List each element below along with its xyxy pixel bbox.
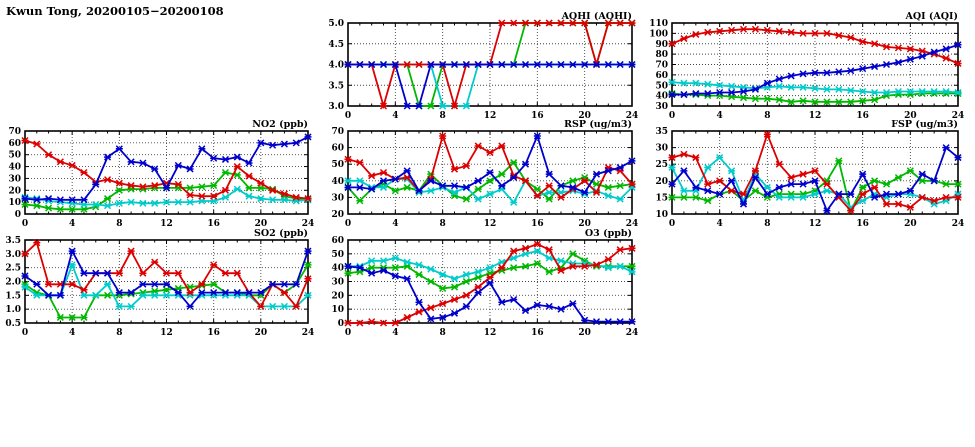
ytick-label: 20 bbox=[331, 210, 344, 220]
chart-title-fsp: FSP (ug/m3) bbox=[891, 119, 958, 130]
plot-canvas-aqhi bbox=[323, 10, 642, 122]
ytick-label: 0.5 bbox=[5, 319, 21, 329]
xtick-label: 20 bbox=[578, 328, 591, 338]
series-line-green bbox=[672, 94, 958, 102]
ytick-label: 80 bbox=[655, 50, 668, 61]
chart-title-aqi: AQI (AQI) bbox=[905, 11, 958, 22]
xtick-label: 16 bbox=[856, 219, 869, 229]
ytick-label: 30 bbox=[8, 174, 21, 185]
chart-o3 bbox=[323, 227, 642, 339]
ytick-label: 50 bbox=[8, 150, 21, 161]
xtick-label: 16 bbox=[207, 328, 220, 338]
ytick-label: 1.0 bbox=[5, 305, 21, 316]
chart-no2 bbox=[0, 118, 318, 230]
chart-aqhi bbox=[323, 10, 642, 122]
chart-title-aqhi: AQHI (AQHI) bbox=[561, 11, 632, 22]
ytick-label: 100 bbox=[649, 29, 668, 40]
ytick-label: 3.0 bbox=[328, 102, 344, 112]
ytick-label: 1.5 bbox=[5, 291, 21, 302]
xtick-label: 12 bbox=[808, 219, 822, 229]
ytick-label: 20 bbox=[655, 176, 668, 187]
xtick-label: 16 bbox=[531, 219, 544, 229]
xtick-label: 24 bbox=[301, 328, 315, 338]
ytick-label: 70 bbox=[331, 127, 344, 137]
xtick-label: 24 bbox=[625, 219, 639, 229]
ytick-label: 40 bbox=[331, 263, 344, 274]
chart-rsp bbox=[323, 118, 642, 230]
ytick-label: 30 bbox=[331, 193, 344, 204]
xtick-label: 0 bbox=[21, 328, 29, 338]
xtick-label: 16 bbox=[531, 328, 544, 338]
ytick-label: 50 bbox=[655, 81, 668, 92]
xtick-label: 24 bbox=[951, 111, 965, 121]
xtick-label: 20 bbox=[578, 111, 591, 121]
ytick-label: 10 bbox=[331, 305, 344, 316]
xtick-label: 0 bbox=[344, 219, 352, 229]
ytick-label: 70 bbox=[8, 127, 21, 137]
ytick-label: 70 bbox=[655, 60, 668, 71]
ytick-label: 40 bbox=[8, 162, 21, 173]
page-title: Kwun Tong, 20200105−20200108 bbox=[6, 4, 224, 18]
chart-title-o3: O3 (ppb) bbox=[584, 228, 632, 239]
ytick-label: 2.0 bbox=[5, 277, 21, 288]
ytick-label: 0 bbox=[14, 210, 21, 220]
ytick-label: 35 bbox=[655, 127, 668, 137]
xtick-label: 0 bbox=[21, 219, 29, 229]
xtick-label: 8 bbox=[764, 219, 771, 229]
xtick-label: 12 bbox=[483, 328, 497, 338]
ytick-label: 30 bbox=[655, 102, 668, 112]
ytick-label: 60 bbox=[655, 70, 668, 81]
chart-fsp bbox=[647, 118, 968, 230]
xtick-label: 16 bbox=[207, 219, 220, 229]
xtick-label: 0 bbox=[344, 328, 352, 338]
plot-canvas-no2 bbox=[0, 118, 318, 230]
xtick-label: 8 bbox=[764, 111, 771, 121]
chart-so2 bbox=[0, 227, 318, 339]
xtick-label: 20 bbox=[254, 328, 268, 338]
series-line-blue bbox=[672, 45, 958, 95]
xtick-label: 8 bbox=[116, 328, 123, 338]
xtick-label: 16 bbox=[531, 111, 544, 121]
xtick-label: 4 bbox=[392, 328, 399, 338]
xtick-label: 8 bbox=[439, 328, 446, 338]
xtick-label: 4 bbox=[392, 219, 399, 229]
series-markers-green bbox=[22, 170, 312, 213]
xtick-label: 12 bbox=[808, 111, 822, 121]
ytick-label: 0 bbox=[337, 319, 344, 329]
ytick-label: 60 bbox=[331, 143, 344, 154]
xtick-label: 12 bbox=[483, 111, 497, 121]
xtick-label: 8 bbox=[439, 219, 446, 229]
ytick-label: 60 bbox=[331, 236, 344, 246]
xtick-label: 8 bbox=[439, 111, 446, 121]
xtick-label: 16 bbox=[856, 111, 869, 121]
xtick-label: 12 bbox=[160, 219, 173, 229]
ytick-label: 5.0 bbox=[328, 19, 344, 29]
xtick-label: 0 bbox=[668, 111, 676, 121]
ytick-label: 15 bbox=[655, 193, 668, 204]
chart-title-rsp: RSP (ug/m3) bbox=[564, 119, 632, 130]
ytick-label: 10 bbox=[655, 210, 668, 220]
plot-canvas-so2 bbox=[0, 227, 318, 339]
ytick-label: 2.5 bbox=[5, 263, 21, 274]
xtick-label: 20 bbox=[578, 219, 591, 229]
ytick-label: 4.5 bbox=[328, 39, 344, 50]
plot-canvas-rsp bbox=[323, 118, 642, 230]
ytick-label: 90 bbox=[655, 39, 668, 50]
xtick-label: 0 bbox=[344, 111, 352, 121]
ytick-label: 60 bbox=[8, 138, 21, 149]
ytick-label: 10 bbox=[8, 198, 21, 209]
ytick-label: 4.0 bbox=[328, 60, 344, 71]
ytick-label: 3.5 bbox=[328, 81, 344, 92]
xtick-label: 24 bbox=[625, 111, 639, 121]
xtick-label: 12 bbox=[483, 219, 497, 229]
xtick-label: 24 bbox=[625, 328, 639, 338]
xtick-label: 4 bbox=[69, 328, 76, 338]
xtick-label: 4 bbox=[716, 111, 723, 121]
ytick-label: 30 bbox=[331, 277, 344, 288]
xtick-label: 24 bbox=[301, 219, 315, 229]
xtick-label: 20 bbox=[904, 111, 917, 121]
ytick-label: 30 bbox=[655, 143, 668, 154]
xtick-label: 20 bbox=[904, 219, 917, 229]
ytick-label: 3.0 bbox=[5, 249, 21, 260]
chart-title-no2: NO2 (ppb) bbox=[252, 119, 308, 130]
chart-title-so2: SO2 (ppb) bbox=[254, 228, 308, 239]
plot-canvas-fsp bbox=[647, 118, 968, 230]
ytick-label: 110 bbox=[649, 19, 668, 29]
xtick-label: 8 bbox=[116, 219, 123, 229]
series-line-red bbox=[672, 134, 958, 210]
ytick-label: 25 bbox=[655, 160, 668, 171]
ytick-label: 50 bbox=[331, 249, 344, 260]
ytick-label: 50 bbox=[331, 160, 344, 171]
ytick-label: 40 bbox=[331, 176, 344, 187]
xtick-label: 12 bbox=[160, 328, 173, 338]
series-line-blue bbox=[348, 266, 632, 321]
chart-aqi bbox=[647, 10, 968, 122]
xtick-label: 4 bbox=[716, 219, 723, 229]
ytick-label: 40 bbox=[655, 91, 668, 102]
ytick-label: 20 bbox=[8, 186, 21, 197]
plot-canvas-aqi bbox=[647, 10, 968, 122]
xtick-label: 24 bbox=[951, 219, 965, 229]
ytick-label: 3.5 bbox=[5, 236, 21, 246]
xtick-label: 4 bbox=[69, 219, 76, 229]
xtick-label: 20 bbox=[254, 219, 268, 229]
xtick-label: 0 bbox=[668, 219, 676, 229]
ytick-label: 20 bbox=[331, 291, 344, 302]
plot-canvas-o3 bbox=[323, 227, 642, 339]
xtick-label: 4 bbox=[392, 111, 399, 121]
